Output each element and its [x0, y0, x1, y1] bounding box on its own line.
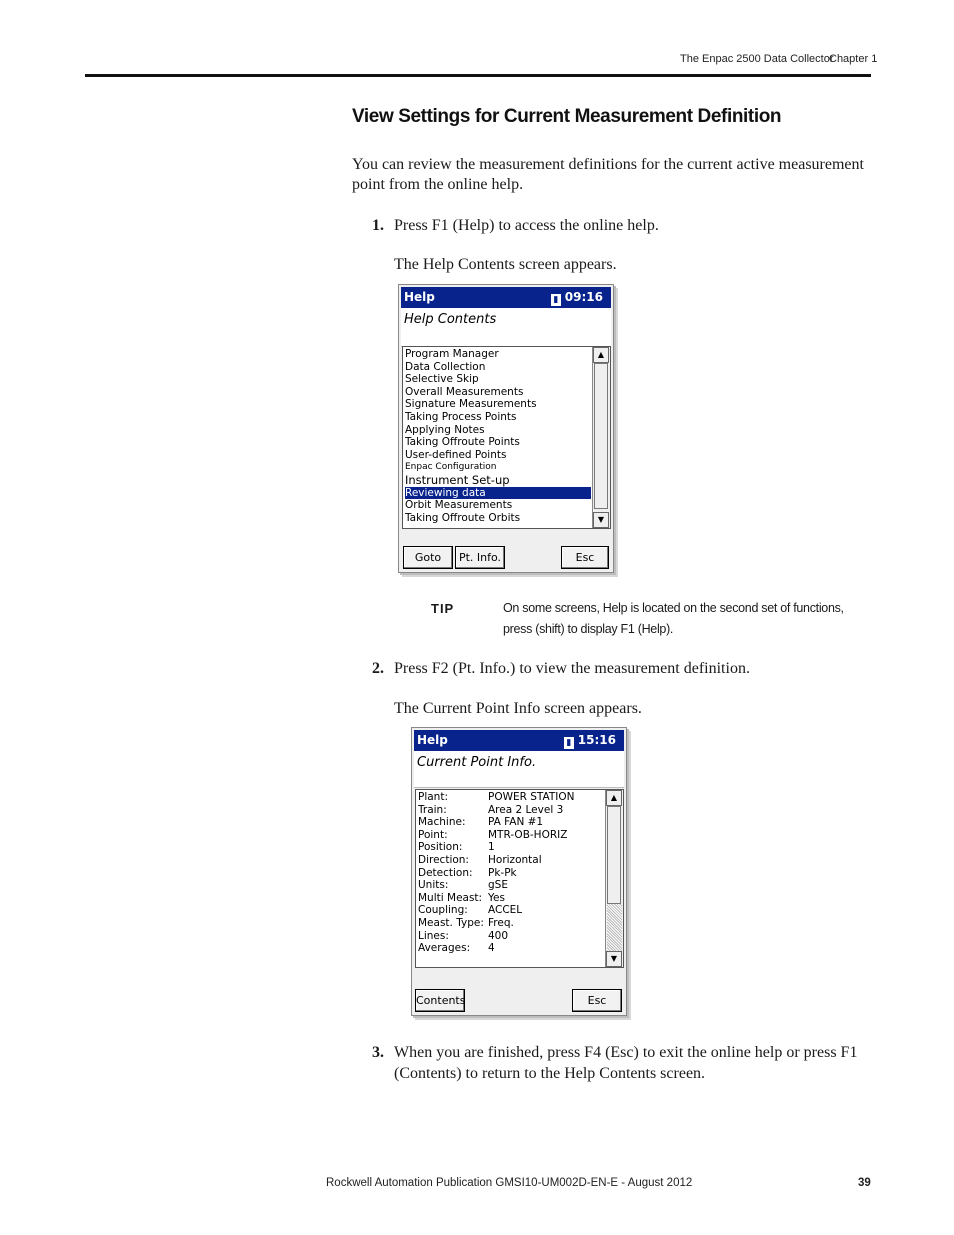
field-value: POWER STATION: [488, 791, 575, 803]
scroll-track[interactable]: [607, 904, 622, 951]
step-2-result: The Current Point Info screen appears.: [394, 700, 642, 717]
scroll-up-button[interactable]: ▲: [606, 790, 622, 806]
scroll-up-button[interactable]: ▲: [593, 347, 609, 363]
field-label: Machine:: [418, 816, 466, 829]
field-label: Plant:: [418, 791, 448, 803]
field-label: Direction:: [418, 853, 469, 866]
field-label: Lines:: [418, 929, 449, 942]
point-info-row: [418, 841, 604, 854]
help-topic-item[interactable]: Taking Offroute Orbits: [405, 511, 521, 524]
field-value: Area 2 Level 3: [488, 803, 564, 816]
step-2: [372, 658, 872, 679]
field-label: Train:: [418, 803, 447, 816]
header-rule: [85, 74, 871, 77]
point-info-row: [418, 829, 604, 842]
vertical-scrollbar[interactable]: [605, 790, 623, 967]
title-bar: [414, 730, 624, 751]
step-number: 3.: [372, 1044, 384, 1061]
footer-publication: Rockwell Automation Publication GMSI10-UM002D-EN-E - August 2012: [326, 1177, 693, 1189]
scroll-down-button[interactable]: ▼: [593, 512, 609, 528]
point-info-row: [418, 892, 604, 905]
help-topic-item[interactable]: Orbit Measurements: [405, 499, 513, 512]
field-label: Detection:: [418, 866, 473, 879]
field-value: gSE: [488, 879, 508, 892]
clock-time: 15:16: [577, 733, 616, 747]
field-value: MTR-OB-HORIZ: [488, 828, 568, 841]
help-topic-item[interactable]: Applying Notes: [405, 423, 485, 436]
field-value: Yes: [488, 891, 505, 904]
step-1: [372, 215, 872, 236]
esc-button[interactable]: Esc: [572, 989, 622, 1012]
help-topic-item[interactable]: Overall Measurements: [405, 385, 524, 398]
scroll-down-button[interactable]: ▼: [606, 951, 622, 967]
field-value: 4: [488, 942, 495, 955]
help-topic-item[interactable]: Instrument Set-up: [405, 473, 510, 487]
scroll-thumb[interactable]: [594, 363, 608, 509]
battery-icon: ▮: [551, 294, 561, 306]
help-topic-item[interactable]: Selective Skip: [405, 373, 479, 386]
point-info-row: [418, 816, 604, 829]
help-topic-item[interactable]: Signature Measurements: [405, 398, 537, 411]
scroll-thumb[interactable]: [607, 806, 621, 904]
current-point-info-screen: [411, 727, 627, 1016]
contents-button[interactable]: Contents: [415, 989, 465, 1012]
screen-header: [414, 751, 624, 788]
pt-info-button[interactable]: Pt. Info.: [455, 546, 505, 569]
step-text: Press F2 (Pt. Info.) to view the measurement definition.: [394, 660, 750, 677]
point-info-row: [418, 804, 604, 817]
battery-icon: ▮: [564, 737, 574, 749]
point-info-row: [418, 867, 604, 880]
screen-header: [401, 308, 611, 347]
point-info-row: [418, 930, 604, 943]
help-topic-item[interactable]: Data Collection: [405, 360, 486, 373]
title-bar: [401, 287, 611, 308]
field-value: Pk-Pk: [488, 866, 517, 879]
field-label: Averages:: [418, 942, 471, 955]
step-text: Press F1 (Help) to access the online help.: [394, 217, 659, 234]
point-info-row: [418, 854, 604, 867]
running-header-title: The Enpac 2500 Data Collector: [680, 53, 834, 65]
screen-header-title: Current Point Info.: [417, 755, 537, 770]
field-value: PA FAN #1: [488, 816, 544, 829]
tip-text: On some screens, Help is located on the second set of functions, press (shift) to display F1 (Help).: [503, 601, 844, 636]
step-number: 1.: [372, 217, 384, 234]
help-topic-item[interactable]: Enpac Configuration: [405, 462, 497, 473]
esc-button[interactable]: Esc: [561, 546, 609, 569]
window-title: Help: [404, 290, 435, 304]
step-3: [372, 1042, 864, 1084]
help-topic-item[interactable]: Program Manager: [405, 348, 499, 360]
help-contents-screen: [398, 284, 614, 573]
page-number: 39: [858, 1177, 871, 1189]
field-value: Freq.: [488, 916, 514, 929]
field-label: Meast. Type:: [418, 916, 484, 929]
window-title: Help: [417, 733, 448, 747]
field-label: Units:: [418, 879, 449, 892]
clock: [551, 290, 603, 306]
field-value: ACCEL: [488, 904, 523, 917]
field-value: Horizontal: [488, 853, 542, 866]
point-info-row: [418, 879, 604, 892]
clock: [564, 733, 616, 749]
step-1-result: The Help Contents screen appears.: [394, 256, 617, 273]
vertical-scrollbar[interactable]: [592, 347, 610, 528]
help-topic-item[interactable]: Taking Process Points: [405, 410, 517, 423]
field-label: Multi Meast:: [418, 891, 483, 904]
point-info-list[interactable]: [415, 789, 624, 968]
help-topics-list[interactable]: [402, 346, 611, 529]
tip-label: TIP: [431, 601, 455, 616]
field-value: 400: [488, 929, 509, 942]
intro-paragraph: You can review the measurement definitions for the current active measurement point from the online help.: [352, 156, 864, 193]
point-info-row: [418, 942, 604, 955]
goto-button[interactable]: Goto: [403, 546, 453, 569]
field-label: Point:: [418, 828, 448, 841]
step-number: 2.: [372, 660, 384, 677]
section-title: View Settings for Current Measurement Definition: [352, 106, 782, 127]
running-header-chapter: Chapter 1: [829, 53, 878, 65]
help-topic-item[interactable]: Taking Offroute Points: [405, 436, 520, 449]
point-info-row: [418, 917, 604, 930]
help-topic-item[interactable]: Reviewing data: [405, 487, 591, 500]
clock-time: 09:16: [564, 290, 603, 304]
step-text: When you are finished, press F4 (Esc) to exit the online help or press F1 (Contents) to return to the Help Contents screen.: [394, 1044, 858, 1082]
field-label: Coupling:: [418, 904, 468, 917]
point-info-row: [418, 904, 604, 917]
screen-header-title: Help Contents: [404, 312, 497, 327]
help-topic-item[interactable]: User-defined Points: [405, 448, 507, 461]
field-label: Position:: [418, 841, 463, 854]
point-info-row: [418, 791, 604, 804]
field-value: 1: [488, 841, 495, 854]
